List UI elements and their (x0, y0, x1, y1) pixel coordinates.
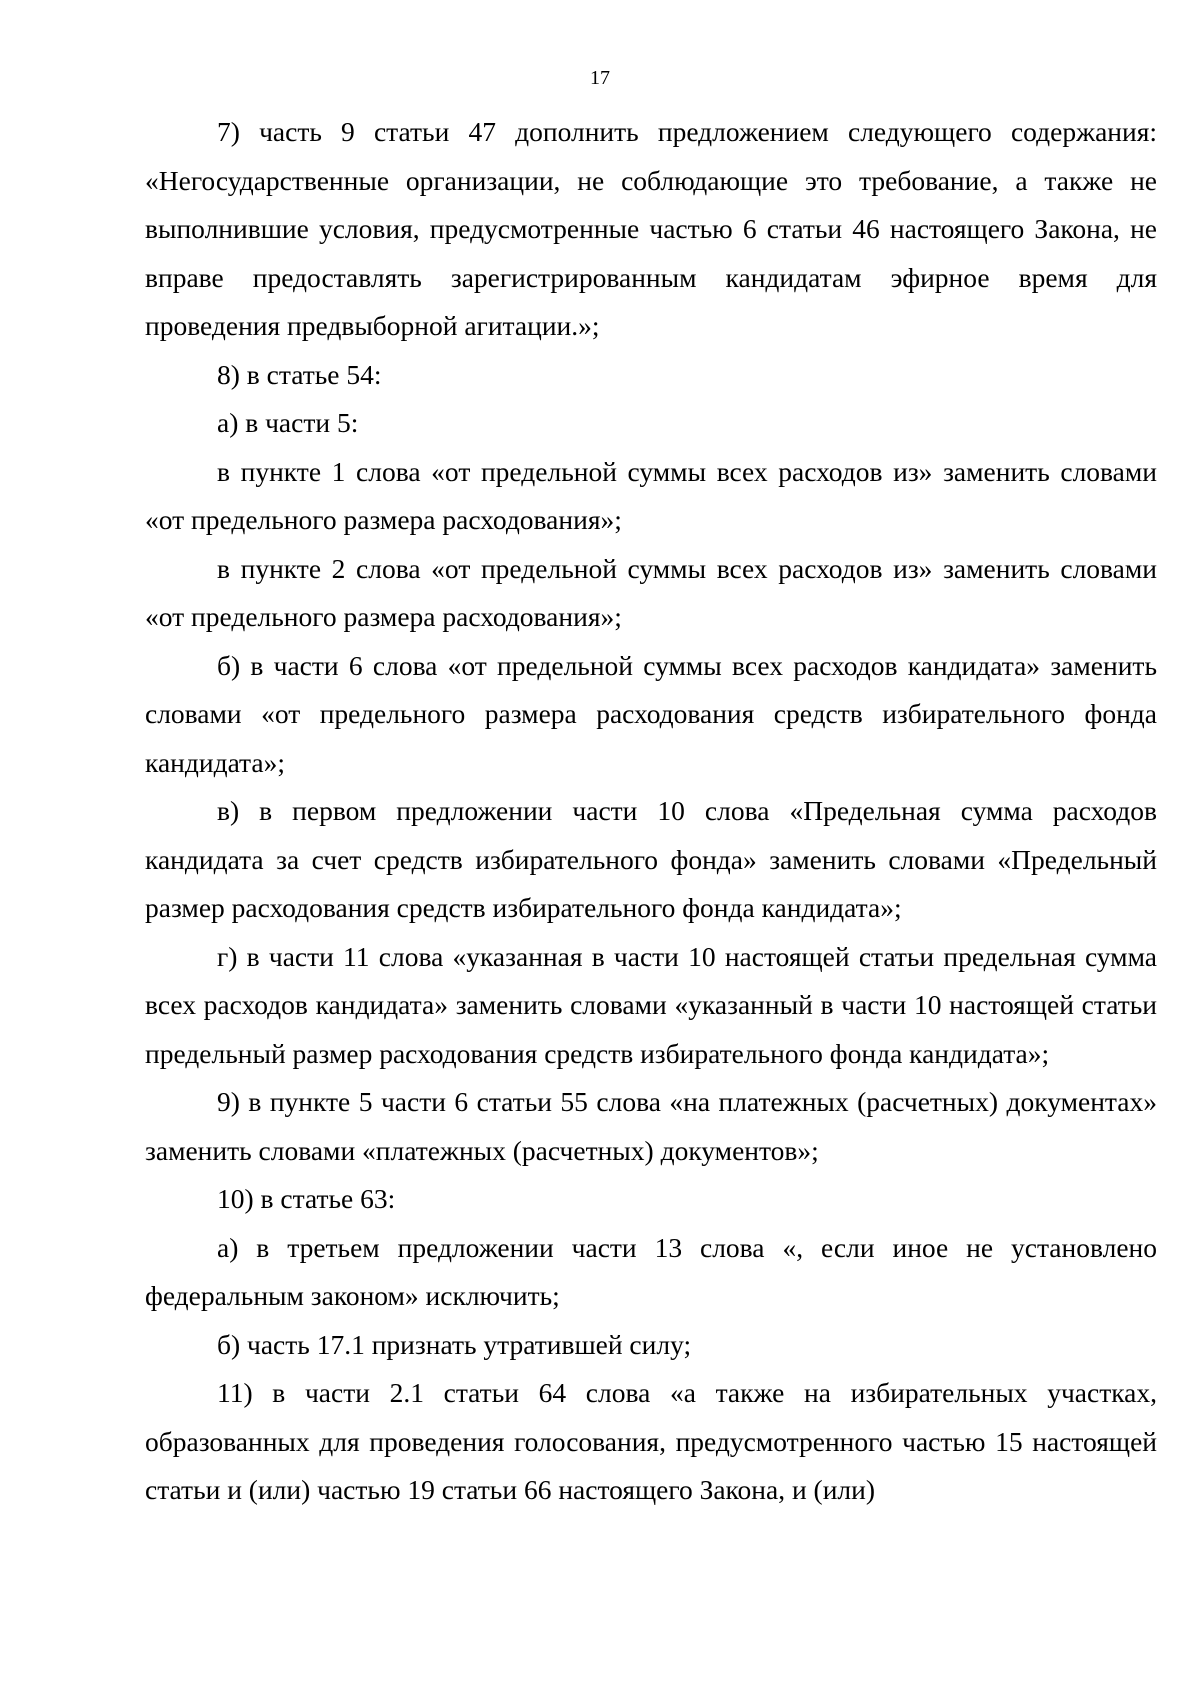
paragraph-item-10: 10) в статье 63: (217, 1183, 396, 1214)
paragraph-item-9: 9) в пункте 5 части 6 статьи 55 слова «на платежных (расчетных) документах» заменить словами «платежных (расчетных) документов»; (145, 1086, 1157, 1166)
paragraph-point-1: в пункте 1 слова «от предельной суммы всех расходов из» заменить словами «от предельного размера расходования»; (145, 455, 1157, 535)
paragraph-subitem-8a: а) в части 5: (217, 407, 359, 438)
paragraph-item-8: 8) в статье 54: (217, 358, 382, 390)
paragraph-subitem-10b: б) часть 17.1 признать утратившей силу; (217, 1328, 692, 1360)
paragraph-item-7: 7) часть 9 статьи 47 дополнить предложением следующего содержания: «Негосударственные организации, не соблюдающие это требование, а также не выполнившие условия, предусмотренные частью 6 статьи 46 настоящего Закона, не вправе предоставлять зарегистрированным кандидатам эфирное время для проведения предвыборной агитации.»; (145, 116, 1157, 341)
paragraph-subitem-8b: б) в части 6 слова «от предельной суммы всех расходов кандидата» заменить словами «от предельного размера расходования средств избирательного фонда кандидата»; (145, 649, 1157, 778)
paragraph-subitem-10a: а) в третьем предложении части 13 слова «, если иное не установлено федеральным законом» исключить; (145, 1231, 1157, 1311)
page-number: 17 (590, 67, 610, 89)
paragraph-item-11: 11) в части 2.1 статьи 64 слова «а также на избирательных участках, образованных для проведения голосования, предусмотренного частью 15 настоящей статьи и (или) частью 19 статьи 66 настоящего Закона, и (или) (145, 1377, 1157, 1505)
document-body (145, 108, 1157, 1515)
paragraph-subitem-8v: в) в первом предложении части 10 слова «Предельная сумма расходов кандидата за счет средств избирательного фонда» заменить словами «Предельный размер расходования средств избирательного фонда кандидата»; (145, 795, 1157, 923)
paragraph-subitem-8g: г) в части 11 слова «указанная в части 10 настоящей статьи предельная сумма всех расходов кандидата» заменить словами «указанный в части 10 настоящей статьи предельный размер расходования средств избирательного фонда кандидата»; (145, 940, 1157, 1069)
paragraph-point-2: в пункте 2 слова «от предельной суммы всех расходов из» заменить словами «от предельного размера расходования»; (145, 552, 1157, 632)
